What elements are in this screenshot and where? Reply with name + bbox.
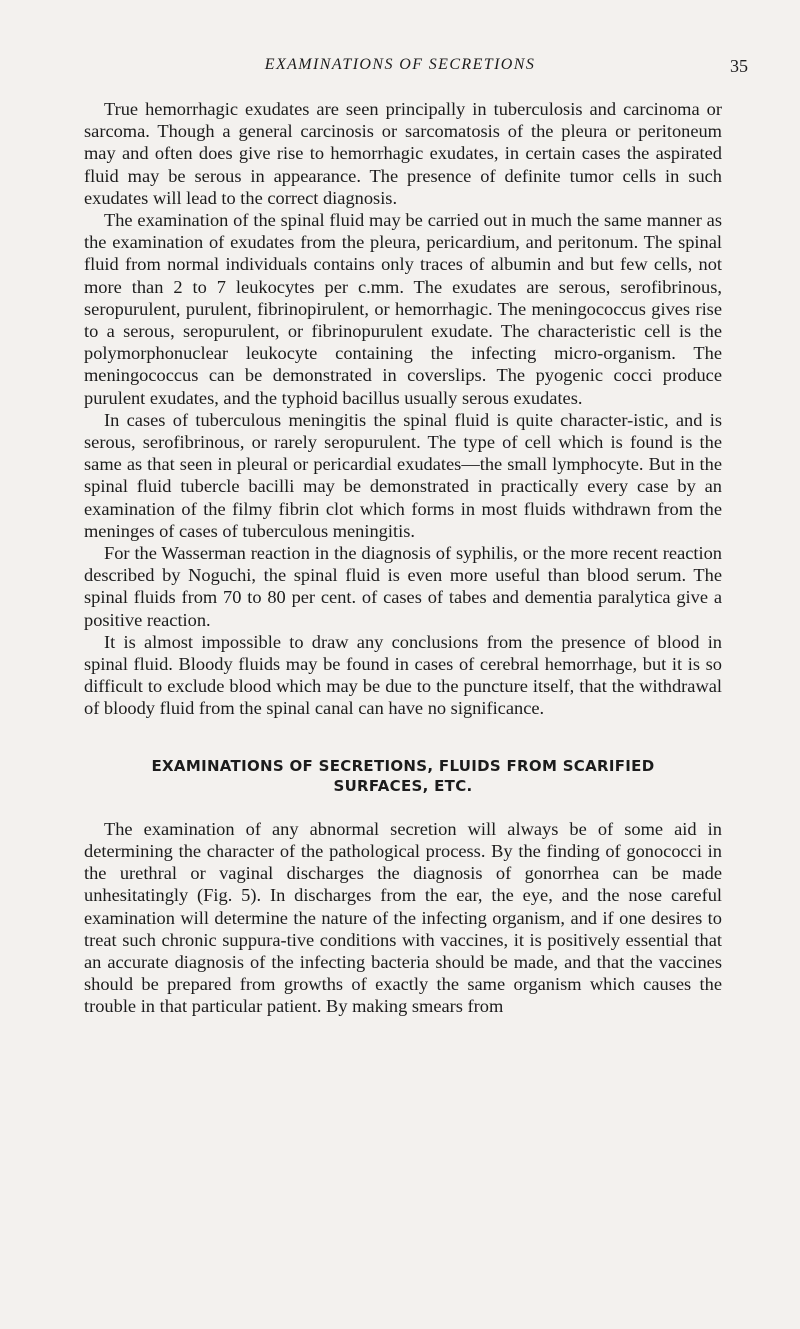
paragraph-secretions: The examination of any abnormal secretion will always be of some aid in determining the character of the pathological process. By the finding of gonococci in the urethral or vaginal discharges the diagnosis of gonorrhea can be made unhesitatingly (Fig. 5). In discharges from the ear, the eye, and the nose careful examination will determine the nature of the infecting organism, and if one desires to treat such chronic suppura-tive conditions with vaccines, it is positively essential that an accurate diagnosis of the infecting bacteria should be made, and that the vaccines should be prepared from growths of exactly the same organism which causes the trouble in that particular patient. By making smears from	[84, 818, 722, 1017]
paragraph-spinal-fluid-examination: The examination of the spinal fluid may be carried out in much the same manner as the examination of exudates from the pleura, pericardium, and peritonum. The spinal fluid from normal individuals contains only traces of albumin and but few cells, not more than 2 to 7 leukocytes per c.mm. The exudates are serous, serofibrinous, seropurulent, purulent, fibrinopirulent, or hemorrhagic. The meningococcus gives rise to a serous, seropurulent, or fibrinopurulent exudate. The characteristic cell is the polymorphonuclear leukocyte containing the infecting micro-organism. The meningococcus can be demonstrated in coverslips. The pyogenic cocci produce purulent exudates, and the typhoid bacillus usually serous exudates.	[84, 210, 722, 408]
running-header	[0, 56, 800, 80]
section-heading: EXAMINATIONS OF SECRETIONS, FLUIDS FROM SCARIFIED SURFACES, ETC.	[151, 756, 655, 795]
running-title: EXAMINATIONS OF SECRETIONS	[264, 56, 536, 73]
paragraph-tuberculous-meningitis: In cases of tuberculous meningitis the spinal fluid is quite character-istic, and is serous, serofibrinous, or rarely seropurulent. The type of cell which is found is the same as that seen in pleural or pericardial exudates—the small lymphocyte. But in the spinal fluid tubercle bacilli may be demonstrated in practically every case by an examination of the filmy fibrin clot which forms in most fluids withdrawn from the meninges of cases of tuberculous meningitis.	[84, 409, 722, 541]
paragraph-wasserman-reaction: For the Wasserman reaction in the diagnosis of syphilis, or the more recent reaction described by Noguchi, the spinal fluid is even more useful than blood serum. The spinal fluids from 70 to 80 per cent. of cases of tabes and dementia paralytica give a positive reaction.	[84, 543, 722, 630]
paragraph-hemorrhagic-exudates: True hemorrhagic exudates are seen principally in tuberculosis and carcinoma or sarcoma. Though a general carcinosis or sarcomatosis of the pleura or peritoneum may and often does give rise to hemorrhagic exudates, in certain cases the aspirated fluid may be serous in appearance. The presence of definite tumor cells in such exudates will lead to the correct diagnosis.	[84, 99, 722, 208]
page-number: 35	[730, 56, 748, 76]
paragraph-blood-in-spinal-fluid: It is almost impossible to draw any conclusions from the presence of blood in spinal fluid. Bloody fluids may be found in cases of cerebral hemorrhage, but it is so difficult to exclude blood which may be due to the puncture itself, that the withdrawal of bloody fluid from the spinal canal can have no significance.	[84, 631, 722, 719]
body-text	[84, 98, 722, 1018]
